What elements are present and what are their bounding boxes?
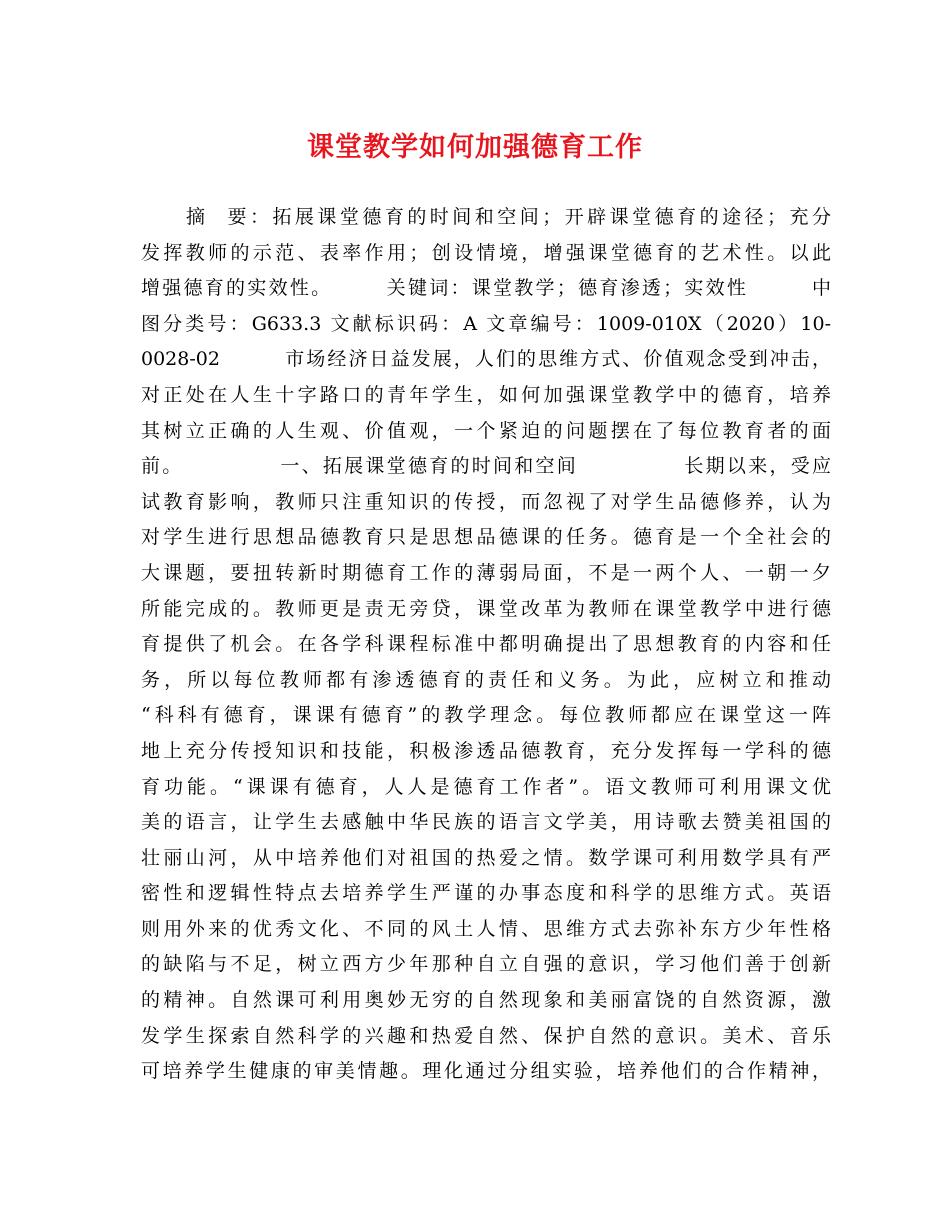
body-line: 摘 要：拓展课堂德育的时间和空间；开辟课堂德育的途径；充分 [141, 206, 831, 228]
body-line: 的缺陷与不足，树立西方少年那种自立自强的意识，学习他们善于创新 [141, 953, 831, 976]
body-line: 务，所以每位教师都有渗透德育的责任和义务。为此，应树立和推动 [141, 668, 831, 691]
body-line: 美的语言，让学生去感触中华民族的语言文学美，用诗歌去赞美祖国的 [141, 811, 831, 834]
body-line: 育提供了机会。在各学科课程标准中都明确提出了思想教育的内容和任 [141, 633, 831, 656]
body-line: “科科有德育，课课有德育”的教学理念。每位教师都应在课堂这一阵 [141, 704, 831, 727]
body-line: 试教育影响，教师只注重知识的传授，而忽视了对学生品德修养，认为 [141, 490, 831, 513]
body-line: 前。 一、拓展课堂德育的时间和空间 长期以来，受应 [141, 455, 831, 478]
body-line: 增强德育的实效性。 关键词：课堂教学；德育渗透；实效性 中 [141, 277, 831, 300]
body-line: 对正处在人生十字路口的青年学生，如何加强课堂教学中的德育，培养 [141, 383, 831, 406]
body-line: 地上充分传授知识和技能，积极渗透品德教育，充分发挥每一学科的德 [141, 739, 831, 762]
body-line: 则用外来的优秀文化、不同的风土人情、思维方式去弥补东方少年性格 [141, 917, 831, 940]
body-line: 育功能。“课课有德育，人人是德育工作者”。语文教师可利用课文优 [141, 775, 831, 798]
body-line: 发挥教师的示范、表率作用；创设情境，增强课堂德育的艺术性。以此 [141, 241, 831, 264]
body-line: 壮丽山河，从中培养他们对祖国的热爱之情。数学课可利用数学具有严 [141, 846, 831, 869]
body-line: 的精神。自然课可利用奥妙无穷的自然现象和美丽富饶的自然资源，激 [141, 989, 831, 1012]
body-line: 0028-02 市场经济日益发展，人们的思维方式、价值观念受到冲击， [141, 348, 831, 371]
body-line: 可培养学生健康的审美情趣。理化通过分组实验，培养他们的合作精神， [141, 1060, 831, 1083]
document-title: 课堂教学如何加强德育工作 [307, 132, 643, 163]
body-line: 所能完成的。教师更是责无旁贷，课堂改革为教师在课堂教学中进行德 [141, 597, 831, 620]
body-line: 对学生进行思想品德教育只是思想品德课的任务。德育是一个全社会的 [141, 526, 831, 549]
body-line: 图分类号：G633.3 文献标识码：A 文章编号：1009-010X（2020）10- [141, 312, 831, 335]
body-line: 大课题，要扭转新时期德育工作的薄弱局面，不是一两个人、一朝一夕 [141, 561, 831, 584]
body-line: 其树立正确的人生观、价值观，一个紧迫的问题摆在了每位教育者的面 [141, 419, 831, 442]
body-line: 发学生探索自然科学的兴趣和热爱自然、保护自然的意识。美术、音乐 [141, 1024, 831, 1047]
body-line: 密性和逻辑性特点去培养学生严谨的办事态度和科学的思维方式。英语 [141, 882, 831, 905]
document-body [141, 200, 831, 1090]
